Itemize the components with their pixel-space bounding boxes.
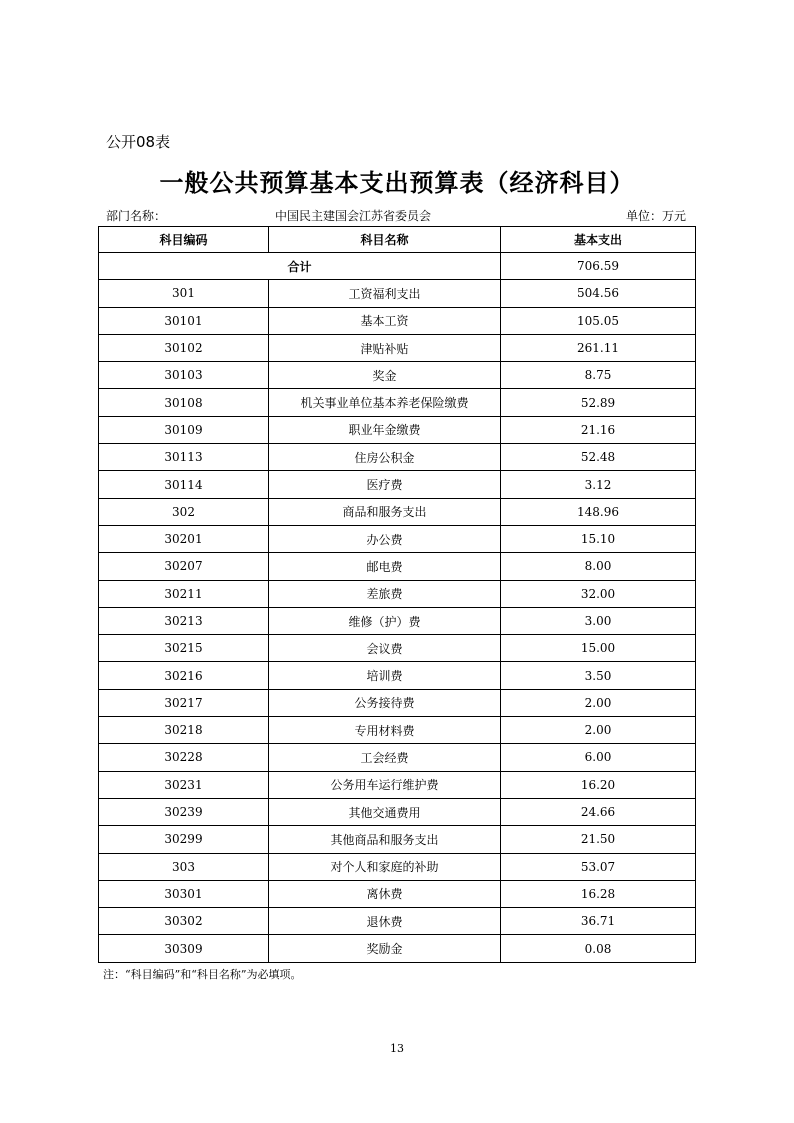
row-amount: 52.89 xyxy=(501,389,696,416)
row-name: 公务接待费 xyxy=(269,689,501,716)
row-code: 30299 xyxy=(99,826,269,853)
table-row xyxy=(99,798,696,825)
table-row xyxy=(99,362,696,389)
row-amount: 2.00 xyxy=(501,717,696,744)
row-name: 办公费 xyxy=(269,525,501,552)
row-amount: 24.66 xyxy=(501,798,696,825)
row-amount: 261.11 xyxy=(501,334,696,361)
row-name: 维修（护）费 xyxy=(269,607,501,634)
table-row xyxy=(99,853,696,880)
row-name: 津贴补贴 xyxy=(269,334,501,361)
row-code: 30301 xyxy=(99,880,269,907)
budget-table xyxy=(98,226,696,963)
table-row xyxy=(99,826,696,853)
row-name: 工资福利支出 xyxy=(269,280,501,307)
row-name: 对个人和家庭的补助 xyxy=(269,853,501,880)
row-amount: 148.96 xyxy=(501,498,696,525)
row-code: 30215 xyxy=(99,635,269,662)
header-amount: 基本支出 xyxy=(501,227,696,253)
page-number: 13 xyxy=(390,1042,404,1055)
row-amount: 8.00 xyxy=(501,553,696,580)
table-row xyxy=(99,389,696,416)
row-amount: 15.10 xyxy=(501,525,696,552)
row-amount: 32.00 xyxy=(501,580,696,607)
department-name: 中国民主建国会江苏省委员会 xyxy=(275,209,432,223)
table-row xyxy=(99,416,696,443)
footnote: 注：“科目编码”和“科目名称”为必填项。 xyxy=(103,968,302,981)
table-row xyxy=(99,717,696,744)
table-row xyxy=(99,307,696,334)
table-row xyxy=(99,771,696,798)
row-name: 基本工资 xyxy=(269,307,501,334)
row-name: 住房公积金 xyxy=(269,444,501,471)
row-amount: 0.08 xyxy=(501,935,696,962)
row-code: 30102 xyxy=(99,334,269,361)
row-amount: 16.20 xyxy=(501,771,696,798)
row-name: 职业年金缴费 xyxy=(269,416,501,443)
row-amount: 36.71 xyxy=(501,908,696,935)
row-amount: 53.07 xyxy=(501,853,696,880)
row-name: 离休费 xyxy=(269,880,501,907)
row-code: 30113 xyxy=(99,444,269,471)
row-amount: 52.48 xyxy=(501,444,696,471)
row-code: 30207 xyxy=(99,553,269,580)
row-code: 30114 xyxy=(99,471,269,498)
table-row xyxy=(99,880,696,907)
row-code: 30201 xyxy=(99,525,269,552)
row-code: 30216 xyxy=(99,662,269,689)
row-amount: 2.00 xyxy=(501,689,696,716)
table-row xyxy=(99,280,696,307)
table-row xyxy=(99,334,696,361)
row-code: 30309 xyxy=(99,935,269,962)
form-code: 公开08表 xyxy=(106,133,171,151)
row-name: 工会经费 xyxy=(269,744,501,771)
row-name: 其他交通费用 xyxy=(269,798,501,825)
row-amount: 16.28 xyxy=(501,880,696,907)
row-code: 30302 xyxy=(99,908,269,935)
row-code: 30101 xyxy=(99,307,269,334)
total-row xyxy=(99,253,696,280)
row-name: 商品和服务支出 xyxy=(269,498,501,525)
header-code: 科目编码 xyxy=(99,227,269,253)
row-code: 30218 xyxy=(99,717,269,744)
table-row xyxy=(99,635,696,662)
row-amount: 105.05 xyxy=(501,307,696,334)
row-amount: 21.50 xyxy=(501,826,696,853)
row-name: 其他商品和服务支出 xyxy=(269,826,501,853)
row-amount: 21.16 xyxy=(501,416,696,443)
row-code: 30109 xyxy=(99,416,269,443)
row-amount: 504.56 xyxy=(501,280,696,307)
row-amount: 3.00 xyxy=(501,607,696,634)
row-code: 30103 xyxy=(99,362,269,389)
row-code: 30211 xyxy=(99,580,269,607)
row-name: 医疗费 xyxy=(269,471,501,498)
row-code: 30213 xyxy=(99,607,269,634)
row-code: 30239 xyxy=(99,798,269,825)
table-row xyxy=(99,689,696,716)
row-amount: 8.75 xyxy=(501,362,696,389)
table-row xyxy=(99,607,696,634)
table-row xyxy=(99,935,696,962)
row-amount: 15.00 xyxy=(501,635,696,662)
row-name: 差旅费 xyxy=(269,580,501,607)
header-name: 科目名称 xyxy=(269,227,501,253)
row-amount: 6.00 xyxy=(501,744,696,771)
row-amount: 3.50 xyxy=(501,662,696,689)
table-row xyxy=(99,744,696,771)
table-row xyxy=(99,580,696,607)
row-name: 培训费 xyxy=(269,662,501,689)
table-row xyxy=(99,553,696,580)
row-name: 机关事业单位基本养老保险缴费 xyxy=(269,389,501,416)
department-label: 部门名称： xyxy=(106,209,167,223)
row-code: 301 xyxy=(99,280,269,307)
row-name: 奖金 xyxy=(269,362,501,389)
row-code: 302 xyxy=(99,498,269,525)
table-row xyxy=(99,498,696,525)
table-row xyxy=(99,662,696,689)
total-label: 合计 xyxy=(99,253,501,280)
row-amount: 3.12 xyxy=(501,471,696,498)
row-code: 303 xyxy=(99,853,269,880)
unit-label: 单位：万元 xyxy=(625,209,686,223)
table-header-row xyxy=(99,227,696,253)
table-row xyxy=(99,444,696,471)
row-name: 退休费 xyxy=(269,908,501,935)
table-row xyxy=(99,471,696,498)
row-name: 公务用车运行维护费 xyxy=(269,771,501,798)
row-name: 会议费 xyxy=(269,635,501,662)
page-title: 一般公共预算基本支出预算表（经济科目） xyxy=(159,169,635,197)
row-name: 专用材料费 xyxy=(269,717,501,744)
table-row xyxy=(99,908,696,935)
row-code: 30108 xyxy=(99,389,269,416)
row-code: 30217 xyxy=(99,689,269,716)
total-value: 706.59 xyxy=(501,253,696,280)
row-name: 奖励金 xyxy=(269,935,501,962)
row-code: 30231 xyxy=(99,771,269,798)
table-row xyxy=(99,525,696,552)
row-name: 邮电费 xyxy=(269,553,501,580)
row-code: 30228 xyxy=(99,744,269,771)
